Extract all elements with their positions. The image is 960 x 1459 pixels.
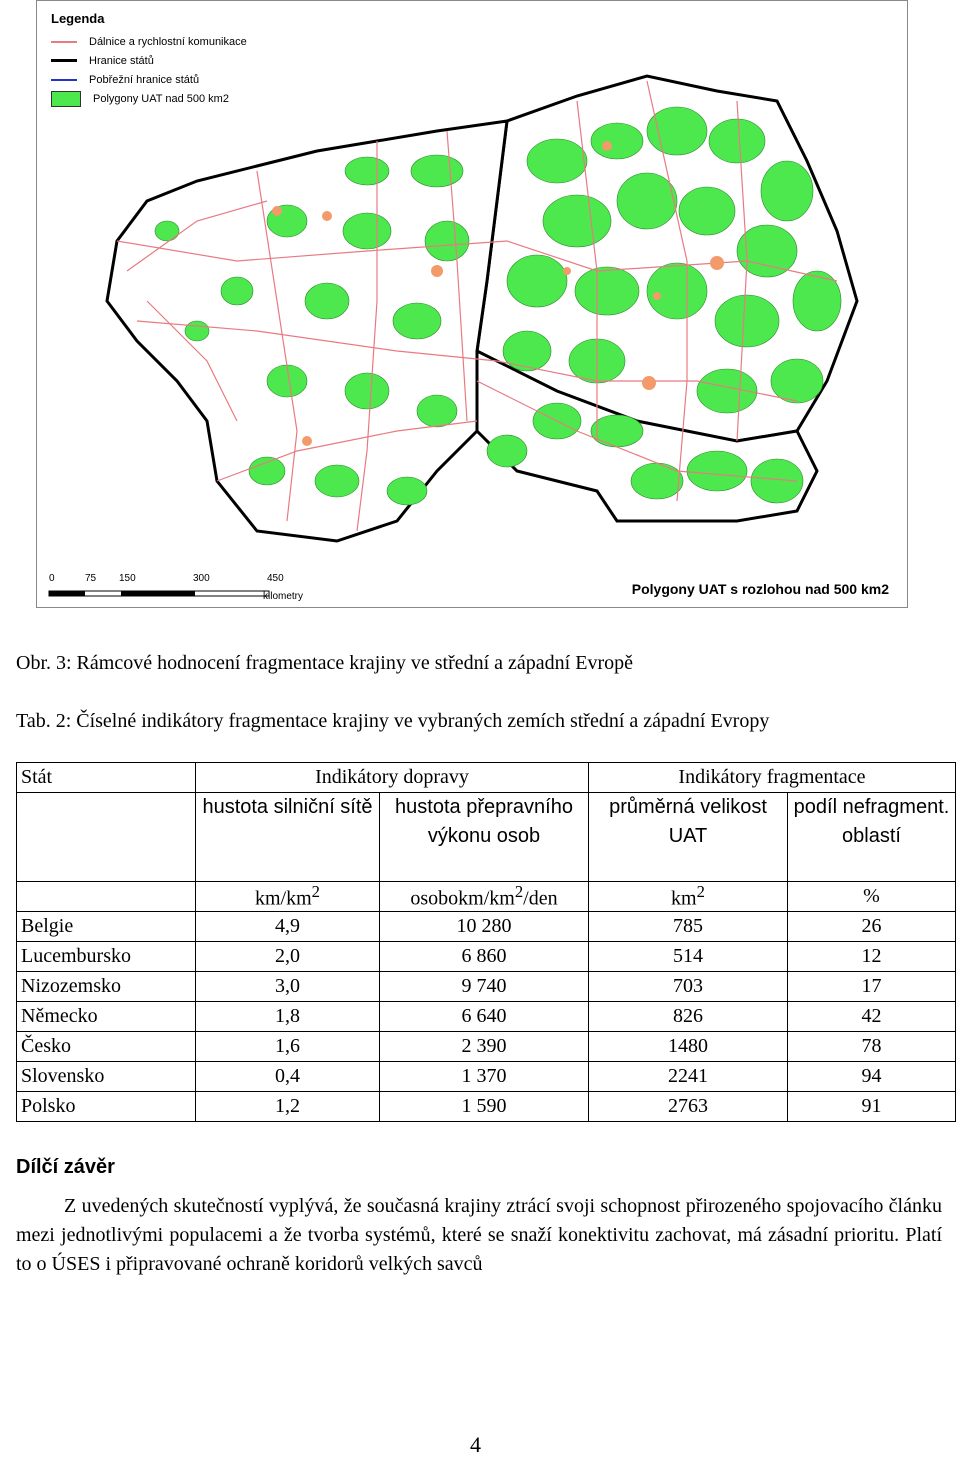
cell-unfragmented-share: 17 — [788, 972, 956, 1002]
figure-caption: Obr. 3: Rámcové hodnocení fragmentace krajiny ve střední a západní Evropě — [16, 652, 633, 674]
cell-unfragmented-share: 12 — [788, 942, 956, 972]
header-transport-density: hustota přepravního výkonu osob — [380, 793, 589, 882]
scale-bar — [49, 591, 269, 596]
cell-road-density: 1,2 — [196, 1092, 380, 1122]
unit-uat: $km^2$ — [589, 882, 788, 912]
cell-transport-density: 6 640 — [380, 1002, 589, 1032]
cell-mean-uat: 2241 — [589, 1062, 788, 1092]
conclusion-title: Dílčí závěr — [16, 1156, 115, 1178]
cell-road-density: 2,0 — [196, 942, 380, 972]
unit-transport: osobokm/$km^2$/den — [380, 882, 589, 912]
conclusion-text: Z uvedených skutečností vyplývá, že současná krajiny ztrácí svoji schopnost přirozeného spojovacího článku mezi jednotlivými populacemi a že tvorba systémů, které se snaží konektivitu zachovat, má zásadní prioritu. Platí to o ÚSES i připravované ochraně koridorů velkých savců — [16, 1195, 942, 1275]
legend-item-coast — [51, 70, 247, 89]
legend-label: Polygony UAT nad 500 km2 — [93, 92, 229, 105]
polygon-swatch-icon — [51, 91, 81, 107]
cell-transport-density: 6 860 — [380, 942, 589, 972]
legend-label: Pobřežní hranice států — [89, 73, 200, 86]
legend-label: Hranice států — [89, 54, 154, 67]
table-row — [17, 1092, 956, 1122]
cell-country: Německo — [17, 1002, 196, 1032]
cell-mean-uat: 703 — [589, 972, 788, 1002]
table-row — [17, 912, 956, 942]
cell-road-density: 4,9 — [196, 912, 380, 942]
cell-unfragmented-share: 94 — [788, 1062, 956, 1092]
map-caption: Polygony UAT s rozlohou nad 500 km2 — [631, 581, 889, 597]
scale-tick: 300 — [193, 573, 210, 584]
table-subheader-row — [17, 793, 956, 882]
cell-mean-uat: 785 — [589, 912, 788, 942]
legend-item-borders — [51, 51, 247, 70]
border-line-icon — [51, 59, 77, 62]
header-unfragmented-share: podíl nefragment. oblastí — [788, 793, 956, 882]
table-units-row — [17, 882, 956, 912]
table-row — [17, 1002, 956, 1032]
cell-transport-density: 9 740 — [380, 972, 589, 1002]
scale-tick: 150 — [119, 573, 136, 584]
cell-transport-density: 10 280 — [380, 912, 589, 942]
legend-label: Dálnice a rychlostní komunikace — [89, 35, 247, 48]
table-group-header-row — [17, 763, 956, 793]
cell-transport-density: 1 370 — [380, 1062, 589, 1092]
cell-unfragmented-share: 26 — [788, 912, 956, 942]
cell-road-density: 3,0 — [196, 972, 380, 1002]
cell-country: Nizozemsko — [17, 972, 196, 1002]
table-row — [17, 1062, 956, 1092]
table-row — [17, 1032, 956, 1062]
map-legend — [51, 11, 247, 108]
cell-mean-uat: 2763 — [589, 1092, 788, 1122]
cell-mean-uat: 514 — [589, 942, 788, 972]
header-road-density: hustota silniční sítě — [196, 793, 380, 882]
cell-mean-uat: 826 — [589, 1002, 788, 1032]
cell-road-density: 1,6 — [196, 1032, 380, 1062]
header-state: Stát — [17, 763, 196, 793]
page-number: 4 — [470, 1432, 481, 1457]
empty-cell — [17, 793, 196, 882]
fragmentation-map — [36, 0, 908, 608]
cell-unfragmented-share: 91 — [788, 1092, 956, 1122]
empty-cell — [17, 882, 196, 912]
unit-share: % — [788, 882, 956, 912]
coast-line-icon — [51, 79, 77, 81]
cell-unfragmented-share: 42 — [788, 1002, 956, 1032]
indicator-table — [16, 762, 956, 1122]
legend-item-uat — [51, 89, 247, 108]
table-row — [17, 942, 956, 972]
legend-item-roads — [51, 32, 247, 51]
cell-country: Lucembursko — [17, 942, 196, 972]
cell-road-density: 1,8 — [196, 1002, 380, 1032]
scale-tick: 450 — [267, 573, 284, 584]
table-row — [17, 972, 956, 1002]
header-transport-group: Indikátory dopravy — [196, 763, 589, 793]
cell-road-density: 0,4 — [196, 1062, 380, 1092]
cell-mean-uat: 1480 — [589, 1032, 788, 1062]
cell-country: Česko — [17, 1032, 196, 1062]
scale-tick: 75 — [85, 573, 97, 584]
cell-transport-density: 1 590 — [380, 1092, 589, 1122]
legend-title: Legenda — [51, 11, 105, 26]
cell-country: Belgie — [17, 912, 196, 942]
table-caption: Tab. 2: Číselné indikátory fragmentace krajiny ve vybraných zemích střední a západní Evropy — [16, 710, 770, 732]
scale-tick: 0 — [49, 573, 55, 584]
header-fragmentation-group: Indikátory fragmentace — [589, 763, 956, 793]
cell-transport-density: 2 390 — [380, 1032, 589, 1062]
header-mean-uat: průměrná velikost UAT — [589, 793, 788, 882]
unit-road: $km/km^2$ — [196, 882, 380, 912]
cell-country: Polsko — [17, 1092, 196, 1122]
cell-country: Slovensko — [17, 1062, 196, 1092]
scale-unit: kilometry — [263, 591, 304, 602]
cell-unfragmented-share: 78 — [788, 1032, 956, 1062]
road-line-icon — [51, 41, 77, 43]
